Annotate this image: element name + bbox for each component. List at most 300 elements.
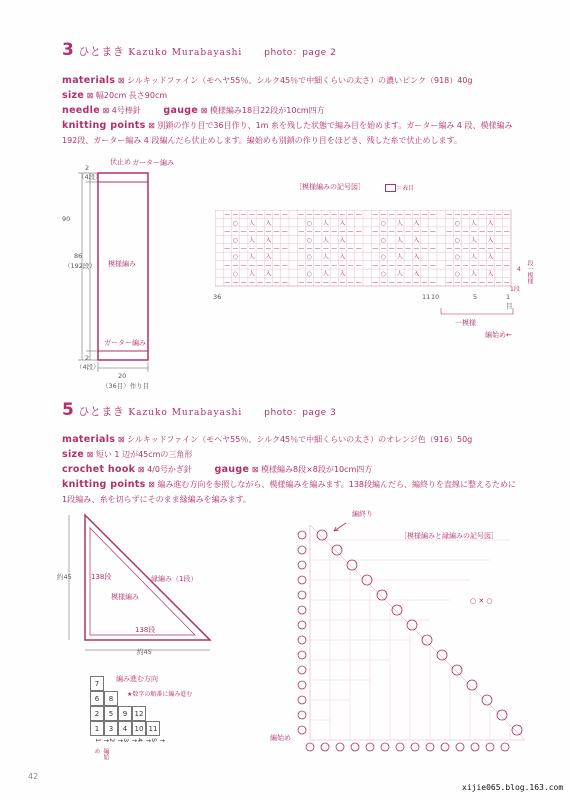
edge-stitch bbox=[336, 743, 344, 751]
chart3-symbol: — bbox=[240, 211, 247, 219]
chart3-symbol: ○ bbox=[380, 219, 386, 227]
chart3-symbol: — bbox=[454, 245, 461, 253]
chart3-symbol: — bbox=[298, 228, 305, 236]
chart3-symbol: 入 bbox=[339, 253, 346, 261]
chart3-symbol: — bbox=[487, 228, 494, 236]
direction-diagram bbox=[86, 672, 226, 762]
chart3-symbol: — bbox=[339, 228, 346, 236]
edge-stitch bbox=[298, 711, 306, 719]
chart3-symbol: — bbox=[265, 211, 272, 219]
chart3-symbol: — bbox=[281, 245, 288, 253]
chart3-symbol: — bbox=[322, 228, 329, 236]
p5-hook-label: crochet hook bbox=[62, 464, 136, 475]
edge-stitch bbox=[377, 590, 387, 600]
chart3-symbol: — bbox=[314, 279, 321, 286]
edge-stitch bbox=[298, 546, 306, 554]
chart3-symbol: — bbox=[347, 228, 354, 236]
p5-size-label: size bbox=[62, 449, 85, 460]
edge-stitch bbox=[298, 726, 306, 734]
chart3-symbol: — bbox=[339, 279, 346, 286]
chart3-symbol: — bbox=[273, 279, 280, 286]
chart3-symbol: — bbox=[306, 279, 313, 286]
chart3-col-5: 5 bbox=[473, 293, 478, 301]
dim-2-bottom: 2 bbox=[85, 354, 90, 362]
chart3-col-36: 36 bbox=[213, 293, 222, 301]
direction-cell: 5 bbox=[104, 706, 118, 721]
chart3-symbol: — bbox=[503, 262, 510, 270]
chart3-symbol: — bbox=[396, 245, 403, 253]
direction-cell: 7 bbox=[90, 676, 104, 691]
pattern5-specs: materials ⊠ シルキッドファイン（モヘヤ55％、シルク45％で中細くらいの太さ）のオレンジ色（916）50g size ⊠ 短い 1 辺が45cmの三角形 crochet hook ⊠ 4/0号かぎ針 gauge ⊠ 模様編み8段×8段が10cm四方 knitting points ⊠ 編み進む方向を参照しながら、模様編みを編みます。138段編んだら、編終りを直線に整えるために 1段編み、糸を切らずにそのまま縁編みを編みます。 bbox=[62, 434, 517, 504]
chart3-symbol: — bbox=[322, 211, 329, 219]
chain-symbol-icon: ○ ✕ ○ bbox=[470, 597, 493, 605]
chart3-symbol: — bbox=[248, 211, 255, 219]
chart3-symbol: — bbox=[429, 262, 436, 270]
direction-cell: 11 bbox=[146, 721, 160, 736]
chart3-symbol: — bbox=[413, 228, 420, 236]
chart3-symbol: — bbox=[462, 262, 469, 270]
chart3-symbol: ○ bbox=[454, 219, 460, 227]
bind-off-label: 伏止め bbox=[110, 158, 131, 166]
tri-bottom-rows: 138段 bbox=[135, 626, 156, 634]
chart3-symbol: — bbox=[495, 211, 502, 219]
edge-stitch bbox=[298, 666, 306, 674]
chart3-symbol: — bbox=[372, 262, 379, 270]
chart3-symbol: 入 bbox=[487, 236, 494, 244]
chart3-symbol: 人 bbox=[248, 253, 255, 261]
edge-stitch bbox=[407, 620, 417, 630]
edge-stitch bbox=[482, 695, 492, 705]
scarf-diagram-svg bbox=[60, 155, 170, 395]
edge-stitch bbox=[298, 636, 306, 644]
chart3-symbol: — bbox=[446, 279, 453, 286]
direction-title: 編み進む方向 bbox=[116, 675, 158, 683]
chart3-symbol: — bbox=[281, 211, 288, 219]
chart3-symbol: ○ bbox=[454, 236, 460, 244]
chart3-symbol: 入 bbox=[265, 253, 272, 261]
edge-stitch bbox=[381, 743, 389, 751]
chart3-symbol: — bbox=[396, 262, 403, 270]
p5-gauge-label: gauge bbox=[214, 464, 250, 475]
edge-stitch bbox=[437, 650, 447, 660]
chart3-symbol: — bbox=[240, 245, 247, 253]
chart3-symbol: 入 bbox=[339, 219, 346, 227]
chart3-symbol: 人 bbox=[396, 219, 403, 227]
main-pattern-label: 模様編み bbox=[108, 260, 136, 268]
triangle-svg bbox=[55, 510, 220, 660]
chart3-symbol: — bbox=[240, 262, 247, 270]
tri-edge-label: 縁編み（1段） bbox=[151, 575, 198, 583]
chart3-grid bbox=[215, 210, 515, 290]
chart3-symbol: — bbox=[479, 279, 486, 286]
chart3-symbol: 人 bbox=[396, 236, 403, 244]
chart3-symbol: 人 bbox=[248, 219, 255, 227]
chart3-symbol: — bbox=[388, 245, 395, 253]
dim-4rows-top: （4段） bbox=[78, 173, 102, 181]
edge-stitch bbox=[351, 743, 359, 751]
chart3-symbol: — bbox=[232, 262, 239, 270]
chart3-symbol: ○ bbox=[454, 270, 460, 278]
chart3-symbol: 入 bbox=[339, 236, 346, 244]
chart3-symbol: — bbox=[495, 228, 502, 236]
chart3-right-4: 4 bbox=[517, 266, 521, 273]
chart3-symbol: 入 bbox=[487, 219, 494, 227]
chart3-symbol: — bbox=[503, 245, 510, 253]
edge-stitch bbox=[298, 591, 306, 599]
direction-cell: 8 bbox=[104, 691, 118, 706]
chart3-symbol: 人 bbox=[248, 236, 255, 244]
edge-stitch bbox=[298, 651, 306, 659]
chart3-symbol: — bbox=[322, 279, 329, 286]
edge-stitch bbox=[452, 665, 462, 675]
chart3-symbol: 人 bbox=[396, 253, 403, 261]
chart3-symbol: — bbox=[429, 228, 436, 236]
chart3-symbol: — bbox=[306, 245, 313, 253]
chart3-symbol: — bbox=[503, 228, 510, 236]
points-line-1: 別鎖の作り目で36目作り、1m 糸を残した状態で編み目を始めます。ガーター編み 4 段、模様編み bbox=[157, 121, 513, 130]
chart3-symbol: — bbox=[257, 211, 264, 219]
chart3-symbol: — bbox=[298, 262, 305, 270]
chart3-symbol: — bbox=[396, 228, 403, 236]
gauge-text: 模様編み18目22段が10cm四方 bbox=[209, 106, 325, 115]
materials-text: シルキッドファイン（モヘヤ55％、シルク45％で中細くらいの太さ）の濃いピンク（918）40g bbox=[127, 76, 473, 85]
chart3-symbol: ○ bbox=[306, 253, 312, 261]
chart3-symbol: ○ bbox=[232, 236, 238, 244]
edge-stitch bbox=[411, 743, 419, 751]
chart3-symbol: — bbox=[331, 228, 338, 236]
chart3-symbol: — bbox=[396, 211, 403, 219]
pattern5-author: Kazuko Murabayashi bbox=[128, 408, 243, 418]
pattern5-number: 5 bbox=[62, 400, 75, 420]
chart3-symbol: — bbox=[273, 211, 280, 219]
chart3-symbol: — bbox=[429, 279, 436, 286]
chart3-symbol: — bbox=[470, 228, 477, 236]
chart3-symbol: — bbox=[470, 245, 477, 253]
watermark: xijie065.blog.163.com bbox=[462, 783, 564, 792]
dim-86: 86 bbox=[74, 252, 83, 260]
chart3-symbol: — bbox=[273, 262, 280, 270]
direction-arrow: ↑ 1 bbox=[94, 738, 110, 744]
pattern3-specs: materials ⊠ シルキッドファイン（モヘヤ55％、シルク45％で中細くらいの太さ）の濃いピンク（918）40g size ⊠ 幅20cm 長さ90cm needle ⊠ 4号棒針 gauge ⊠ 模様編み18目22段が10cm四方 knitting points ⊠ 別鎖の作り目で36目作り、1m 糸を残した状態で編み目を始めます。ガーター編み 4 段、模様編み 192段、ガーター編み 4 段編んだら伏止めします。編始めも別鎖の作り目をほどき、残した糸で伏止めします。 bbox=[62, 75, 513, 145]
chart3-symbol: ○ bbox=[306, 236, 312, 244]
chart3-right-rows: 段一模様 bbox=[526, 260, 533, 284]
size-label: size bbox=[62, 90, 85, 101]
edge-stitch bbox=[298, 606, 306, 614]
chart3-symbol: ○ bbox=[232, 270, 238, 278]
tri-left-dim: 約45 bbox=[57, 573, 72, 581]
direction-note: ★数字の順番に編み進む bbox=[127, 691, 193, 698]
pattern3-number: 3 bbox=[62, 40, 75, 60]
edge-arrow bbox=[334, 523, 346, 531]
chart3-symbol: — bbox=[339, 211, 346, 219]
pattern5-title: ひとまき bbox=[78, 405, 125, 418]
edge-stitch bbox=[298, 621, 306, 629]
direction-arrow: ↑ 5 bbox=[150, 738, 166, 744]
chart3-symbol: — bbox=[495, 245, 502, 253]
chart3-symbol: — bbox=[487, 262, 494, 270]
chart3-symbol: — bbox=[347, 262, 354, 270]
edge-stitch bbox=[486, 743, 494, 751]
chart3-symbol: — bbox=[470, 262, 477, 270]
direction-cell: 6 bbox=[90, 691, 104, 706]
chart3-symbol: — bbox=[265, 262, 272, 270]
chart3-symbol: — bbox=[446, 211, 453, 219]
chart3-symbol: — bbox=[232, 245, 239, 253]
pattern3-header bbox=[62, 40, 336, 60]
chart3-symbol: — bbox=[257, 228, 264, 236]
edge-stitch bbox=[298, 576, 306, 584]
points-line-2: 192段、ガーター編み 4 段編んだら伏止めします。編始めも別鎖の作り目をほどき、残した糸で伏止めします。 bbox=[62, 136, 462, 145]
chart3-symbol: — bbox=[479, 262, 486, 270]
chart3-symbol: — bbox=[224, 262, 231, 270]
p5-points-label: knitting points bbox=[62, 479, 146, 490]
chart3-symbol: — bbox=[479, 211, 486, 219]
p5-points-line-2: 1段編み、糸を切らずにそのまま縁編みを編みます。 bbox=[62, 495, 251, 504]
chart3-symbol: — bbox=[446, 262, 453, 270]
chart3-symbol: — bbox=[454, 211, 461, 219]
chart3-symbol: 人 bbox=[322, 253, 329, 261]
chart3-symbol: — bbox=[273, 245, 280, 253]
needle-label: needle bbox=[62, 105, 100, 116]
chart3-symbol: — bbox=[380, 211, 387, 219]
chart3-symbol: — bbox=[355, 262, 362, 270]
chart3-symbol: — bbox=[331, 279, 338, 286]
chart3-symbol: — bbox=[487, 211, 494, 219]
chart3-symbol: 入 bbox=[413, 236, 420, 244]
chart3-symbol: 入 bbox=[413, 270, 420, 278]
pattern3-symbol-chart bbox=[205, 180, 535, 340]
direction-start: 編始め bbox=[93, 748, 109, 760]
chart3-symbol: 人 bbox=[322, 219, 329, 227]
gauge-label: gauge bbox=[163, 105, 199, 116]
chart3-symbol: 人 bbox=[396, 270, 403, 278]
chart3-symbol: 人 bbox=[322, 270, 329, 278]
chart3-symbol: — bbox=[339, 262, 346, 270]
chart3-symbol: — bbox=[224, 279, 231, 286]
chart3-symbol: ○ bbox=[380, 236, 386, 244]
chart3-symbol: — bbox=[314, 228, 321, 236]
chart3-symbol: — bbox=[265, 245, 272, 253]
chart3-repeat: 一模様 bbox=[455, 319, 476, 327]
chart3-symbol: — bbox=[380, 228, 387, 236]
chart3-symbol: 入 bbox=[413, 253, 420, 261]
materials-label: materials bbox=[62, 75, 116, 86]
p5-points-line-1: 編み進む方向を参照しながら、模様編みを編みます。138段編んだら、編終りを直線に整えるために bbox=[157, 480, 517, 489]
chart3-symbol: 入 bbox=[265, 270, 272, 278]
direction-arrow: ↑ 3 bbox=[122, 738, 138, 744]
chart3-symbol: — bbox=[347, 211, 354, 219]
chart3-symbol: — bbox=[413, 211, 420, 219]
chart3-symbol: — bbox=[413, 245, 420, 253]
chart3-symbol: — bbox=[446, 245, 453, 253]
chart3-symbol: 入 bbox=[487, 270, 494, 278]
p5-size-text: 短い 1 辺が45cmの三角形 bbox=[95, 450, 193, 459]
size-text: 幅20cm 長さ90cm bbox=[95, 91, 168, 100]
chart3-symbol: — bbox=[503, 211, 510, 219]
chart3-symbol: — bbox=[372, 279, 379, 286]
chart3-symbol: — bbox=[487, 279, 494, 286]
direction-cell: 2 bbox=[90, 706, 104, 721]
chart3-symbol: 入 bbox=[413, 219, 420, 227]
chart3-symbol: — bbox=[413, 262, 420, 270]
chart3-symbol: — bbox=[495, 262, 502, 270]
pattern5-crochet-chart bbox=[270, 505, 550, 755]
p5-materials-label: materials bbox=[62, 434, 116, 445]
chart3-symbol: — bbox=[240, 279, 247, 286]
chart3-legend: ＝表目 bbox=[396, 185, 415, 192]
chart3-symbol: — bbox=[462, 228, 469, 236]
edge-stitch bbox=[497, 710, 507, 720]
dim-total: 90 bbox=[62, 215, 71, 223]
chart3-symbol: 入 bbox=[487, 253, 494, 261]
chart3-symbol: — bbox=[495, 279, 502, 286]
chart3-symbol: — bbox=[355, 228, 362, 236]
chart3-symbol: — bbox=[479, 228, 486, 236]
chart3-symbol: — bbox=[405, 245, 412, 253]
chart3-symbol: — bbox=[355, 211, 362, 219]
chart3-symbol: 人 bbox=[248, 270, 255, 278]
knit-symbol-icon bbox=[385, 184, 396, 192]
chart3-symbol: ○ bbox=[306, 270, 312, 278]
chart3-symbol: — bbox=[232, 228, 239, 236]
chart3-symbol: — bbox=[372, 211, 379, 219]
chart3-symbol: — bbox=[421, 262, 428, 270]
chart3-symbol: — bbox=[281, 228, 288, 236]
chart5-end-label: 編終り bbox=[352, 510, 373, 518]
chart5-title: ［模様編みと縁編みの記号図］ bbox=[400, 532, 498, 540]
chart3-symbol: — bbox=[429, 211, 436, 219]
chart3-symbol: — bbox=[248, 228, 255, 236]
dim-width: 20 bbox=[118, 372, 127, 380]
edge-stitch bbox=[467, 680, 477, 690]
edge-stitch bbox=[396, 743, 404, 751]
chart3-symbol: — bbox=[232, 279, 239, 286]
chart3-symbol: — bbox=[273, 228, 280, 236]
direction-cell: 9 bbox=[118, 706, 132, 721]
chart3-symbol: ○ bbox=[380, 270, 386, 278]
chart3-symbol: — bbox=[257, 245, 264, 253]
chart3-symbol: — bbox=[487, 245, 494, 253]
direction-cell: 3 bbox=[104, 721, 118, 736]
chart3-symbol: — bbox=[265, 228, 272, 236]
chart3-symbol: — bbox=[298, 211, 305, 219]
chart3-symbol: — bbox=[306, 262, 313, 270]
edge-stitch bbox=[366, 743, 374, 751]
direction-cell: 10 bbox=[132, 721, 146, 736]
dim-cast-on: （36目）作り目 bbox=[102, 382, 150, 390]
direction-arrow: ↑ 4 bbox=[136, 738, 152, 744]
edge-stitch bbox=[512, 725, 522, 735]
chart3-symbol: — bbox=[298, 279, 305, 286]
chart3-symbol: 人 bbox=[470, 270, 477, 278]
edge-stitch bbox=[501, 743, 509, 751]
chart3-right-1row: 1段 bbox=[510, 286, 520, 293]
direction-arrow: ↑ 2 bbox=[108, 738, 124, 744]
pattern5-header bbox=[62, 400, 336, 420]
chart3-symbol: — bbox=[421, 245, 428, 253]
chart3-symbol: — bbox=[372, 228, 379, 236]
p5-materials-text: シルキッドファイン（モヘヤ55％、シルク45％で中細くらいの太さ）のオレンジ色（916）50g bbox=[127, 435, 473, 444]
chart3-symbol: — bbox=[306, 211, 313, 219]
direction-cell: 12 bbox=[132, 706, 146, 721]
chart3-symbol: 入 bbox=[339, 270, 346, 278]
chart3-symbol: — bbox=[331, 245, 338, 253]
chart3-symbol: — bbox=[298, 245, 305, 253]
chart3-symbol: — bbox=[265, 279, 272, 286]
chart3-symbol: — bbox=[405, 279, 412, 286]
chart3-symbol: — bbox=[314, 262, 321, 270]
direction-cell: 1 bbox=[90, 721, 104, 736]
chart3-symbol: — bbox=[339, 245, 346, 253]
chart3-symbol: — bbox=[281, 279, 288, 286]
chart3-symbol: — bbox=[224, 245, 231, 253]
chart3-symbol: — bbox=[421, 211, 428, 219]
tri-main-label: 模様編み bbox=[111, 593, 139, 601]
dim-192-rows: （192段） bbox=[64, 262, 96, 270]
chart3-symbol: — bbox=[462, 245, 469, 253]
chart3-symbol: — bbox=[446, 228, 453, 236]
page-number: 42 bbox=[28, 772, 39, 781]
chart3-symbol: 入 bbox=[265, 219, 272, 227]
dim-4rows-bottom: （4段） bbox=[76, 363, 100, 371]
chart3-symbol: 人 bbox=[470, 236, 477, 244]
chart3-symbol: — bbox=[462, 279, 469, 286]
edge-stitch bbox=[306, 743, 314, 751]
direction-cell: 4 bbox=[118, 721, 132, 736]
chart3-symbol: — bbox=[372, 245, 379, 253]
chart3-symbol: 人 bbox=[470, 219, 477, 227]
chart3-symbol: — bbox=[454, 262, 461, 270]
chart3-symbol: — bbox=[314, 245, 321, 253]
chart3-symbol: — bbox=[232, 211, 239, 219]
tri-bottom-dim: 約45 bbox=[137, 648, 152, 656]
chart3-symbol: ○ bbox=[232, 219, 238, 227]
chart3-col-11: 11 bbox=[422, 293, 431, 301]
chart3-symbol: — bbox=[388, 228, 395, 236]
edge-stitch bbox=[347, 560, 357, 570]
chart5-svg bbox=[290, 515, 545, 755]
chart3-symbol: — bbox=[454, 279, 461, 286]
edge-stitch bbox=[298, 696, 306, 704]
chart5-start-label: 編始め bbox=[270, 734, 291, 742]
chart3-symbol: — bbox=[421, 279, 428, 286]
chart3-symbol: — bbox=[257, 279, 264, 286]
garter-bottom-label: ガーター編み bbox=[104, 339, 146, 347]
chart3-symbol: — bbox=[240, 228, 247, 236]
chart3-symbol: — bbox=[224, 211, 231, 219]
chart3-symbol: — bbox=[355, 279, 362, 286]
chart3-symbol: — bbox=[479, 245, 486, 253]
chart3-col-1: 1 bbox=[506, 293, 511, 301]
chart3-symbol: — bbox=[380, 262, 387, 270]
chart3-symbol: — bbox=[429, 245, 436, 253]
chart3-symbol: ○ bbox=[232, 253, 238, 261]
chart3-symbol: 入 bbox=[265, 236, 272, 244]
edge-stitch bbox=[317, 530, 327, 540]
pattern3-title: ひとまき bbox=[78, 45, 125, 58]
chart3-symbol: — bbox=[405, 211, 412, 219]
edge-stitch bbox=[298, 681, 306, 689]
chart3-symbol: — bbox=[331, 211, 338, 219]
p5-gauge-text: 模様編み8段×8段が10cm四方 bbox=[261, 465, 373, 474]
chart3-symbol: — bbox=[405, 262, 412, 270]
chart3-symbol: — bbox=[421, 228, 428, 236]
chart3-symbol: — bbox=[347, 245, 354, 253]
chart3-symbol: — bbox=[248, 279, 255, 286]
chart3-symbol: — bbox=[355, 245, 362, 253]
edge-stitch bbox=[441, 743, 449, 751]
chart3-symbol: — bbox=[388, 211, 395, 219]
